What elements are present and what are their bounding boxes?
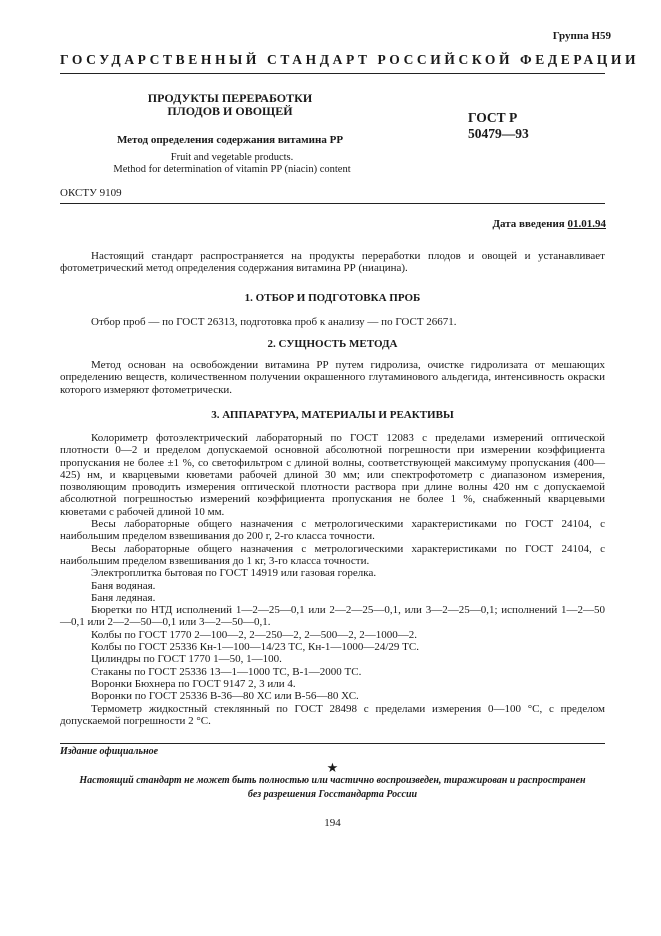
section-heading: 2. СУЩНОСТЬ МЕТОДА [267,338,398,350]
section-heading: 1. ОТБОР И ПОДГОТОВКА ПРОБ [244,292,421,304]
paragraph: Термометр жидкостный стеклянный по ГОСТ 28498 с пределами измерения 0—100 °С, с пределом допускаемой погрешности 2 °С. [60,702,605,727]
paragraph: Цилиндры по ГОСТ 1770 1—50, 1—100. [91,653,282,666]
title-method: Метод определения содержания витамина РР [116,134,344,146]
document-title [80,92,380,146]
page-number: 194 [324,817,341,829]
paragraph: Метод основан на освобождении витамина РР путем гидролиза, очистке гидролизата от мешающих определению веществ, количественном получении окрашенного глутаминового альдегида, интенсивность окраски которого измеряют фотометрически. [60,359,605,396]
paragraph: Колбы по ГОСТ 25336 Кн-1—100—14/23 ТС, Кн-1—1000—24/29 ТС. [91,641,419,654]
state-standard-heading: ГОСУДАРСТВЕННЫЙ СТАНДАРТ РОССИЙСКОЙ ФЕДЕРАЦИИ [60,52,640,67]
title-line-2: ПЛОДОВ И ОВОЩЕЙ [167,104,293,118]
paragraph: Стаканы по ГОСТ 25336 13—1—1000 ТС, В-1—2000 ТС. [91,665,362,678]
notice-line-1: Настоящий стандарт не может быть полностью или частично воспроизведен, тиражирован и распространен [79,775,586,786]
paragraph: Электроплитка бытовая по ГОСТ 14919 или газовая горелка. [91,567,377,580]
notice-line-2: без разрешения Госстандарта России [247,789,418,800]
paragraph: Баня водяная. [91,579,156,592]
paragraph: Колориметр фотоэлектрический лабораторный по ГОСТ 12083 с пределами измерений оптической плотности 0—2 и пределом допускаемой основной абсолютной погрешности при измерении коэффициента пропускания не более ±1 %, со светофильтром с длиной волны, соответствующей максимуму пропускания (400—425) нм, и кварцевыми кюветами рабочей длиной 30 мм; или спектрофотометр с диапазоном измерения, позволяющим проводить измерения оптической плотности раствора при длине волны 420 нм с допускаемой абсолютной погрешностью измерений коэффициента пропускания не более 1 %, снабженный кварцевыми кюветами с рабочей длиной 10 мм. [60,432,605,518]
date-label: Дата введения [492,218,565,230]
intro-paragraph [60,250,605,275]
english-title-line-1: Fruit and vegetable products. [170,152,294,163]
intro-text: Настоящий стандарт распространяется на продукты переработки плодов и овощей и устанавливает фотометрический метод определения содержания витамина РР (ниацина). [60,250,605,275]
group-code: Группа Н59 [552,30,611,42]
gost-designation [468,110,548,142]
footer-divider [60,743,605,744]
gost-label: ГОСТ Р [468,110,518,125]
paragraph: Весы лабораторные общего назначения с метрологическими характеристиками по ГОСТ 24104, с наибольшим пределом взвешивания до 1 кг, 3-го класса точности. [60,542,605,567]
paragraph: Воронки по ГОСТ 25336 В-36—80 ХС или В-56—80 ХС. [91,690,359,703]
gost-number: 50479—93 [468,126,529,141]
section-body [60,432,605,727]
section-heading: 3. АППАРАТУРА, МАТЕРИАЛЫ И РЕАКТИВЫ [211,409,454,421]
date-value: 01.01.94 [567,218,606,230]
paragraph: Воронки Бюхнера по ГОСТ 9147 2, 3 или 4. [91,677,296,690]
paragraph: Отбор проб — по ГОСТ 26313, подготовка проб к анализу — по ГОСТ 26671. [91,316,457,328]
copyright-notice [60,774,605,802]
okstu-divider [60,203,605,204]
section-body [60,359,605,396]
okstu-code: ОКСТУ 9109 [60,187,122,199]
english-title [82,152,382,176]
title-line-1: ПРОДУКТЫ ПЕРЕРАБОТКИ [147,91,313,105]
paragraph: Колбы по ГОСТ 1770 2—100—2, 2—250—2, 2—500—2, 2—1000—2. [91,628,417,641]
paragraph: Бюретки по НТД исполнений 1—2—25—0,1 или 2—2—25—0,1, или 3—2—25—0,1; исполнений 1—2—50—0,1 или 2—2—50—0,1 или 3—2—50—0,1. [60,604,605,629]
introduction-date [492,218,606,230]
header-divider [60,73,605,74]
paragraph: Баня ледяная. [91,591,156,604]
star-icon: ★ [326,760,339,775]
paragraph: Весы лабораторные общего назначения с метрологическими характеристиками по ГОСТ 24104, с наибольшим пределом взвешивания до 200 г, 2-го класса точности. [60,518,605,543]
official-edition-label: Издание официальное [60,746,159,757]
section-body [60,316,605,328]
english-title-line-2: Method for determination of vitamin PP (niacin) content [113,164,351,175]
